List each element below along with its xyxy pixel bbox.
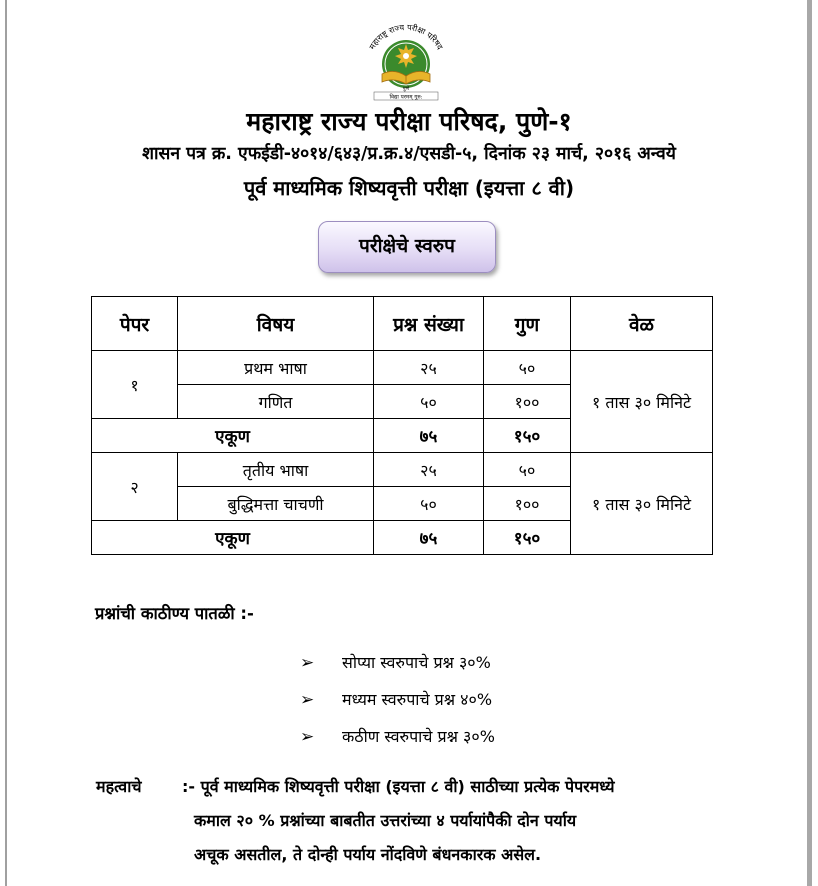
subject-name: तृतीय भाषा (178, 453, 374, 487)
total-questions: ७५ (374, 419, 484, 453)
arrow-bullet-icon: ➢ (300, 727, 315, 747)
exam-format-badge: परीक्षेचे स्वरुप (318, 221, 496, 273)
column-header-time: वेळ (571, 297, 713, 351)
note-label: महत्वाचे (96, 777, 142, 796)
note-line-1: :- पूर्व माध्यमिक शिष्यवृत्ती परीक्षा (इयत्ता ८ वी) साठीच्या प्रत्येक पेपरमध्ये (182, 777, 615, 796)
table-row (92, 453, 713, 487)
paper-number: १ (92, 351, 178, 419)
government-reference: शासन पत्र क्र. एफईडी-४०१४/६४३/प्र.क्र.४/एसडी-५, दिनांक २३ मार्च, २०१६ अन्वये (142, 144, 676, 164)
subject-name: प्रथम भाषा (178, 351, 374, 385)
column-header-paper: पेपर (92, 297, 178, 351)
difficulty-item-text: सोप्या स्वरुपाचे प्रश्न ३०% (342, 653, 491, 672)
list-item (300, 689, 495, 726)
total-label: एकूण (92, 521, 374, 555)
total-label: एकूण (92, 419, 374, 453)
marks: ५० (484, 453, 571, 487)
svg-text:महाराष्ट्र राज्य परीक्षा परिषद: महाराष्ट्र राज्य परीक्षा परिषद (367, 22, 445, 52)
marks: १०० (484, 385, 571, 419)
question-count: २५ (374, 453, 484, 487)
difficulty-list (300, 652, 495, 763)
svg-text:विद्या परमम् गुरु:: विद्या परमम् गुरु: (389, 94, 423, 101)
list-item (300, 652, 495, 689)
marks: १०० (484, 487, 571, 521)
marks: ५० (484, 351, 571, 385)
total-marks: १५० (484, 521, 571, 555)
exam-name: पूर्व माध्यमिक शिष्यवृत्ती परीक्षा (इयत्ता ८ वी) (243, 176, 575, 200)
important-note (96, 770, 615, 872)
exam-structure-table (91, 296, 713, 555)
subject-name: बुद्धिमत्ता चाचणी (178, 487, 374, 521)
arrow-bullet-icon: ➢ (300, 690, 315, 710)
column-header-questions: प्रश्न संख्या (374, 297, 484, 351)
total-questions: ७५ (374, 521, 484, 555)
arrow-bullet-icon: ➢ (300, 653, 315, 673)
exam-council-logo-icon (356, 16, 456, 102)
column-header-marks: गुण (484, 297, 571, 351)
question-count: ५० (374, 385, 484, 419)
list-item (300, 726, 495, 763)
table-header-row (92, 297, 713, 351)
paper-time: १ तास ३० मिनिटे (571, 351, 713, 453)
column-header-subject: विषय (178, 297, 374, 351)
page-title: महाराष्ट्र राज्य परीक्षा परिषद, पुणे-१ (246, 107, 572, 136)
difficulty-item-text: मध्यम स्वरुपाचे प्रश्न ४०% (342, 690, 493, 709)
difficulty-item-text: कठीण स्वरुपाचे प्रश्न ३०% (342, 727, 495, 746)
subject-name: गणित (178, 385, 374, 419)
paper-time: १ तास ३० मिनिटे (571, 453, 713, 555)
note-line-2: कमाल २० % प्रश्नांच्या बाबतीत उत्तरांच्या ४ पर्यायांपैकी दोन पर्याय (194, 811, 577, 830)
question-count: २५ (374, 351, 484, 385)
difficulty-heading: प्रश्नांची काठीण्य पातळी :- (95, 604, 254, 623)
paper-number: २ (92, 453, 178, 521)
note-line-3: अचूक असतील, ते दोन्ही पर्याय नोंदविणे बंधनकारक असेल. (194, 845, 542, 864)
svg-text:पुणे: पुणे (402, 86, 410, 92)
total-marks: १५० (484, 419, 571, 453)
table-row (92, 351, 713, 385)
question-count: ५० (374, 487, 484, 521)
